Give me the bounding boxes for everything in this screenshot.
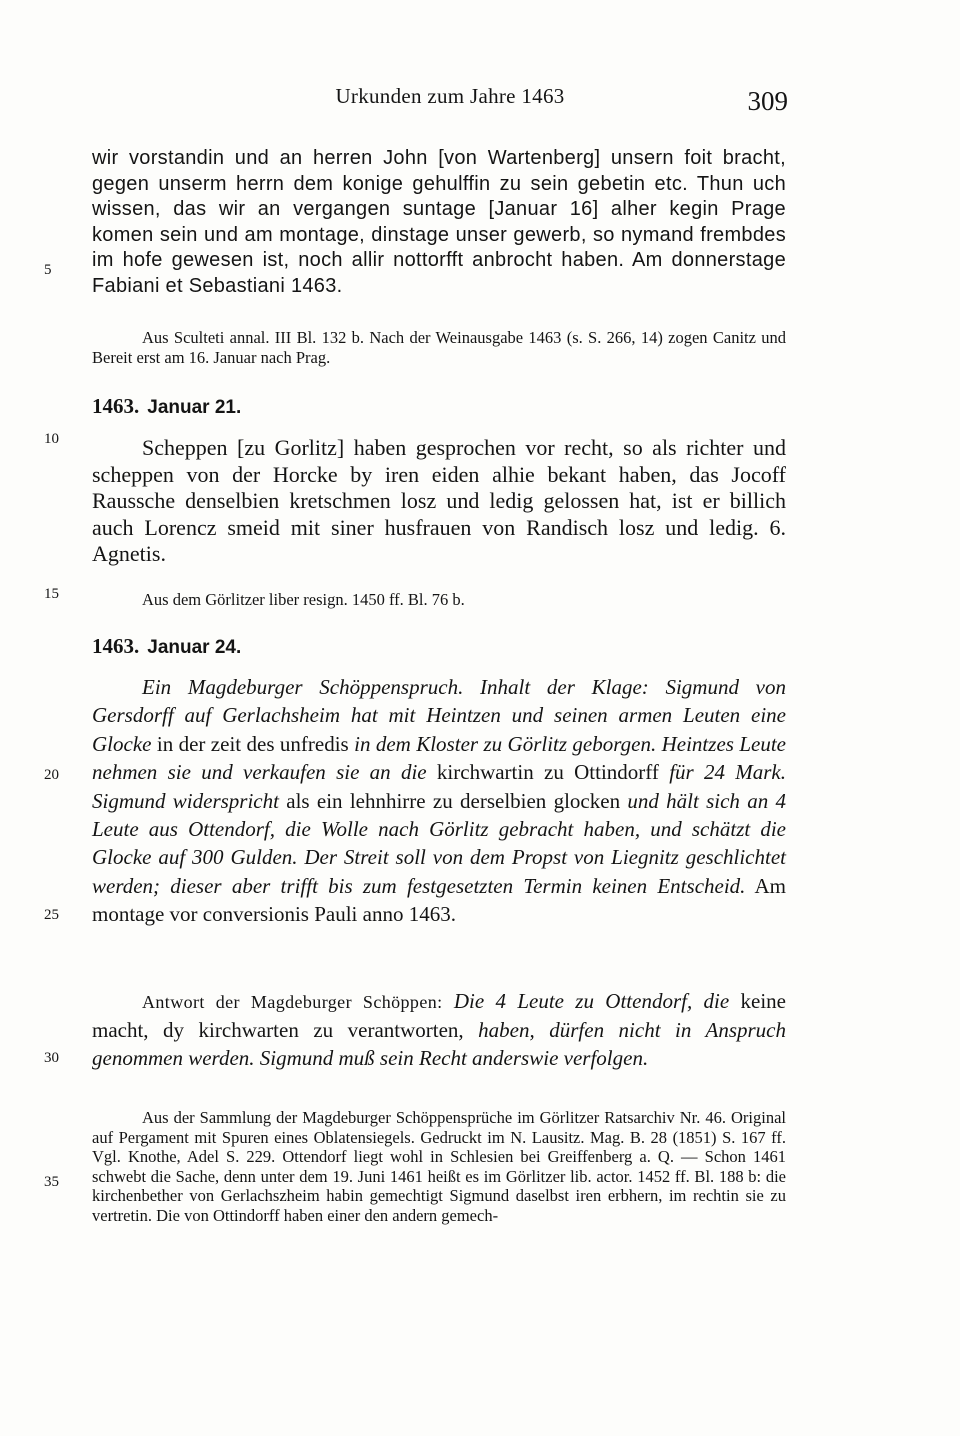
- summary-italic: und hält sich an 4 Leute aus Ottendorf, die Wolle nach Görlitz gebracht haben, und schätzt die Glocke auf 300 Gulden. Der Streit soll von dem Propst von Liegnitz geschlichtet werden; dieser aber trifft bis zum festgesetzten Termin keinen Entscheid.: [92, 788, 787, 898]
- document-1-source-note: Aus Sculteti annal. III Bl. 132 b. Nach der Weinausgabe 1463 (s. S. 266, 14) zogen Canitz und Bereit erst am 16. Januar nach Prag.: [92, 328, 786, 367]
- line-number: 35: [44, 1174, 59, 1190]
- document-2-date: [92, 394, 241, 419]
- summary-roman: in der zeit des unfredis: [151, 731, 355, 756]
- line-number: 15: [44, 586, 59, 602]
- document-3-date: [92, 634, 241, 659]
- line-number: 10: [44, 431, 59, 447]
- document-2-source-note: Aus dem Görlitzer liber resign. 1450 ff. Bl. 76 b.: [142, 590, 465, 609]
- document-3-source-note: Aus der Sammlung der Magdeburger Schöppensprüche im Görlitzer Ratsarchiv Nr. 46. Original auf Pergament mit Spuren eines Oblatensiegels. Gedruckt im N. Lausitz. Mag. B. 28 (1851) S. 167 ff. Vgl. Knothe, Adel S. 229. Ottendorf liegt wohl in Schlesien bei Greiffenberg a. Q. — Schon 1461 schwebt die Sache, denn unter dem 19. Juni 1461 heißt es im Görlitzer lib. actor. 1452 ff. Bl. 188 b: die kirchenbether von Gerlachszheim habin gemechtigt Sigmund daselbst iren erbhern, im rechtin sie zu vertretin. Die von Ottindorff haben einer den andern gemech-: [92, 1108, 786, 1225]
- summary-italic: Ein Magdeburger Schöppenspruch. Inhalt der Klage: Sigmund von Gersdorff auf Gerlachsheim hat mit Heintzen und seinen armen Leuten eine Glocke: [92, 675, 786, 756]
- document-3-reply: [92, 987, 786, 1072]
- running-header-title: Urkunden zum Jahre 1463: [335, 84, 565, 108]
- document-1-body: wir vorstandin und an herren John [von Wartenberg] unsern foit bracht, gegen unserm herrn dem konige gehulffin zu sein gebetin etc. Thun uch wissen, das wir an vergangen suntage [Januar 16] alher kegin Prage komen sein und am montage, dinstage unser gewerb, so nymand frembdes im hofe gewesen ist, noch allir nottorfft anbrocht haben. Am donnerstage Fabiani et Sebastiani 1463.: [92, 147, 786, 297]
- line-number: 5: [44, 262, 52, 278]
- reply-italic: haben, dürfen nicht in Anspruch genommen werden. Sigmund muß sein Recht anderswie verfolgen.: [92, 1018, 786, 1070]
- document-3-month-day: Januar 24.: [147, 637, 242, 658]
- summary-roman: kirchwartin zu Ottindorff: [426, 760, 670, 785]
- document-2-year: 1463.: [92, 394, 140, 418]
- summary-roman: als ein lehnhirre zu derselbien glocken: [278, 788, 628, 813]
- summary-roman: Am montage vor conversionis Pauli anno 1463.: [92, 873, 787, 927]
- page-number: 309: [747, 86, 788, 116]
- reply-italic: Die 4 Leute zu Ottendorf, die: [442, 989, 730, 1013]
- line-number: 20: [44, 767, 59, 783]
- summary-italic: in dem Kloster zu Görlitz geborgen. Heintzes Leute nehmen sie und verkaufen sie an die: [92, 731, 786, 785]
- line-number: 25: [44, 907, 59, 923]
- document-3-summary: [92, 673, 786, 929]
- line-number: 30: [44, 1050, 59, 1066]
- document-2-month-day: Januar 21.: [147, 397, 242, 418]
- document-2-body: Scheppen [zu Gorlitz] haben gesprochen vor recht, so als richter und scheppen von der Horcke by iren eiden alhie bekant haben, das Jocoff Raussche denselbien kretschmen losz und ledig gelossen hat, ist er billich auch Lorencz smeid mit siner husfrauen von Randisch losz und ledig. 6. Agnetis.: [92, 435, 786, 566]
- reply-heading: Antwort der Magdeburger Schöppen:: [142, 992, 443, 1012]
- reply-roman: keine macht, dy kirchwarten zu verantworten,: [92, 989, 787, 1042]
- document-3-year: 1463.: [92, 634, 140, 658]
- summary-italic: für 24 Mark. Sigmund widerspricht: [92, 760, 787, 813]
